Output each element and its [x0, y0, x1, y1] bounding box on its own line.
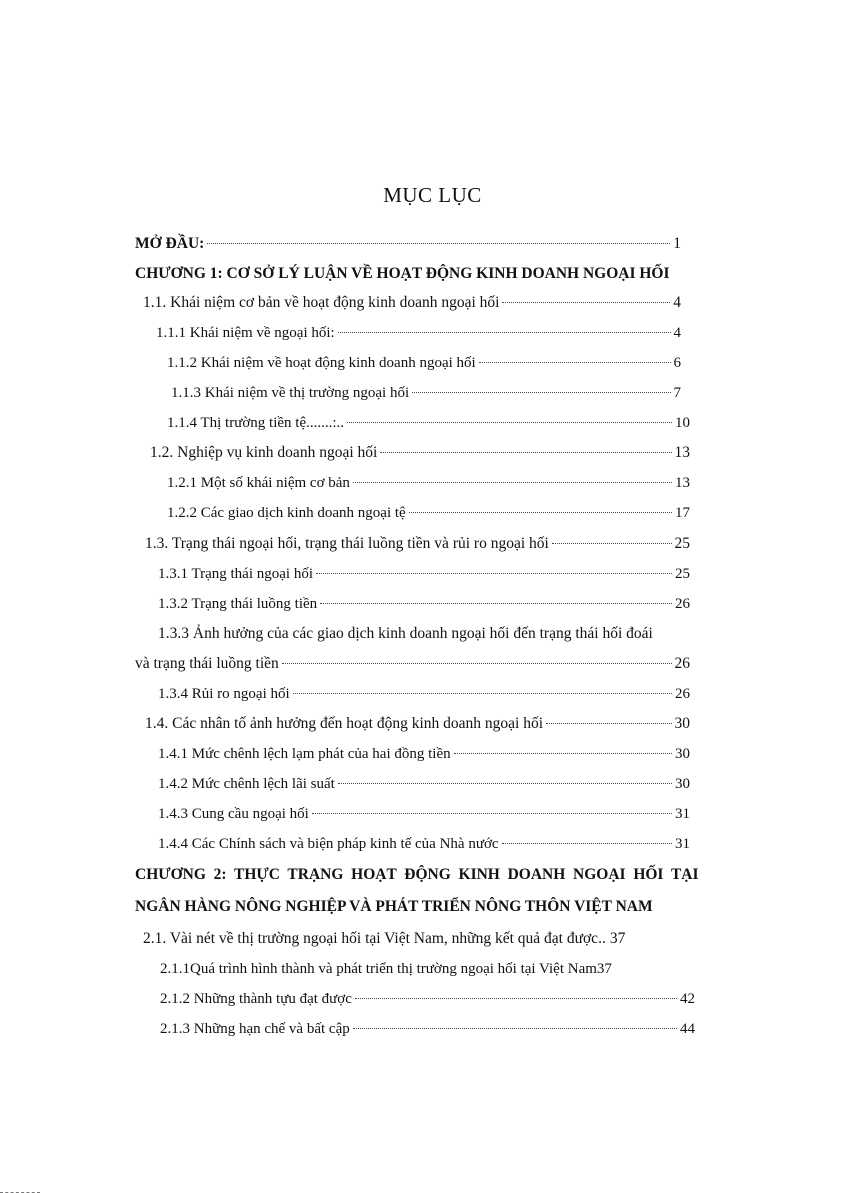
toc-entry-label: 1.4.3 Cung cầu ngoại hối — [158, 806, 309, 822]
toc-entry-1-3-2[interactable] — [158, 589, 690, 619]
toc-entry-1-3-3[interactable]: 1.3.3 Ảnh hưởng của các giao dịch kinh doanh ngoại hối đến trạng thái hối đoái — [158, 625, 653, 642]
toc-entry-page: 31 — [675, 806, 690, 822]
toc-entry-1-1[interactable] — [143, 288, 681, 318]
toc-entry-page: 26 — [675, 686, 690, 702]
toc-entry-1-2-1[interactable] — [167, 468, 690, 498]
page-title: MỤC LỤC — [383, 183, 482, 207]
leader-dots — [353, 1028, 677, 1029]
toc-entry-page: 25 — [675, 566, 690, 582]
toc-entry-2-1-2[interactable] — [160, 984, 695, 1014]
toc-entry-1-3[interactable] — [145, 529, 690, 559]
leader-dots — [338, 332, 671, 333]
leader-dots — [546, 723, 671, 724]
toc-entry-1-2[interactable] — [150, 438, 690, 468]
leader-dots — [380, 452, 671, 453]
toc-entry-page: 31 — [675, 836, 690, 852]
toc-entry-page: 30 — [674, 715, 690, 732]
toc-entry-page: 1 — [673, 235, 681, 252]
leader-dots — [207, 243, 670, 244]
toc-entry-2-1[interactable] — [143, 924, 695, 954]
toc-entry-page: 42 — [680, 991, 695, 1007]
toc-entry-1-4-2[interactable] — [158, 769, 690, 799]
leader-dots — [293, 693, 672, 694]
toc-entry-label: 1.1.3 Khái niệm về thị trường ngoại hối — [171, 385, 410, 401]
toc-entry-page: 30 — [675, 776, 690, 792]
toc-entry-label: 1.1. Khái niệm cơ bản về hoạt động kinh doanh ngoại hối — [143, 294, 500, 311]
toc-entry-1-2-2[interactable] — [167, 498, 690, 528]
leader-dots — [320, 603, 672, 604]
toc-entry-1-3-1[interactable] — [158, 559, 690, 589]
toc-entry-label: 2.1.3 Những hạn chế và bất cập — [160, 1021, 350, 1037]
toc-entry-label: 1.4.4 Các Chính sách và biện pháp kinh tế của Nhà nước — [158, 836, 499, 852]
toc-entry-page: 6 — [673, 355, 681, 371]
toc-entry-page: 10 — [675, 415, 690, 431]
toc-entry-label: 2.1.2 Những thành tựu đạt được — [160, 991, 352, 1007]
toc-entry-page: 37 — [609, 930, 626, 947]
toc-entry-page: 25 — [674, 535, 690, 552]
leader-dots — [412, 392, 670, 393]
toc-entry-1-1-1[interactable] — [156, 318, 681, 348]
chapter-1-heading[interactable]: CHƯƠNG 1: CƠ SỞ LÝ LUẬN VỀ HOẠT ĐỘNG KINH DOANH NGOẠI HỐI — [135, 265, 670, 282]
toc-entry-page: 13 — [675, 475, 690, 491]
toc-entry-page: 17 — [675, 505, 690, 521]
toc-entry-1-1-4[interactable] — [167, 408, 690, 438]
leader-dots — [347, 422, 672, 423]
toc-entry-label: 1.4. Các nhân tố ảnh hưởng đến hoạt động kinh doanh ngoại hối — [145, 715, 544, 732]
toc-entry-1-4-1[interactable] — [158, 739, 690, 769]
toc-entry-page: 4 — [673, 294, 681, 311]
leader-dots — [409, 512, 672, 513]
toc-entry-1-1-3[interactable] — [171, 378, 681, 408]
toc-entry-label: 1.4.1 Mức chênh lệch lạm phát của hai đồng tiền — [158, 746, 451, 762]
leader-dots — [355, 998, 677, 999]
toc-entry-1-4-4[interactable] — [158, 829, 690, 859]
toc-entry-1-3-3-continued[interactable] — [135, 649, 690, 679]
leader-dots — [479, 362, 671, 363]
toc-entry-label: 1.1.2 Khái niệm về hoạt động kinh doanh ngoại hối — [167, 355, 476, 371]
toc-entry-label: 1.2.1 Một số khái niệm cơ bản — [167, 475, 350, 491]
toc-entry-label: 1.1.4 Thị trường tiền tệ.......:.. — [167, 415, 345, 431]
leader-dots — [454, 753, 672, 754]
toc-entry-1-3-4[interactable] — [158, 679, 690, 709]
toc-entry-page: 30 — [675, 746, 690, 762]
toc-entry-1-4[interactable] — [145, 709, 690, 739]
leader-dots — [312, 813, 672, 814]
toc-entry-page: 37 — [596, 961, 612, 977]
leader-dots — [502, 302, 670, 303]
chapter-2-heading[interactable]: CHƯƠNG 2: THỰC TRẠNG HOẠT ĐỘNG KINH DOANH NGOẠI HỐI TẠI — [135, 866, 699, 883]
toc-entry-label: 1.3. Trạng thái ngoại hối, trạng thái luồng tiền và rủi ro ngoại hối — [145, 535, 549, 552]
toc-entry-2-1-3[interactable] — [160, 1014, 695, 1044]
toc-entry-label: và trạng thái luồng tiền — [135, 655, 279, 672]
toc-entry-page: 26 — [674, 655, 690, 672]
toc-entry-label: 1.3.4 Rủi ro ngoại hối — [158, 686, 290, 702]
toc-entry-mo-dau[interactable] — [135, 229, 681, 259]
leader-dots — [338, 783, 672, 784]
toc-entry-label: 1.1.1 Khái niệm về ngoại hối: — [156, 325, 335, 341]
toc-entry-1-1-2[interactable] — [167, 348, 681, 378]
toc-entry-page: 13 — [674, 444, 690, 461]
toc-entry-label: 1.2.2 Các giao dịch kinh doanh ngoại tệ — [167, 505, 406, 521]
toc-entry-label: 2.1.1Quá trình hình thành và phát triển thị trường ngoại hối tại Việt Nam — [160, 961, 597, 977]
leader-dots — [316, 573, 672, 574]
toc-entry-page: 4 — [673, 325, 681, 341]
toc-entry-page: 26 — [675, 596, 690, 612]
toc-entry-2-1-1[interactable] — [160, 954, 720, 984]
leader-dots — [353, 482, 672, 483]
chapter-2-heading-continued[interactable]: NGÂN HÀNG NÔNG NGHIỆP VÀ PHÁT TRIỂN NÔNG THÔN VIỆT NAM — [135, 898, 653, 915]
leader-dots — [552, 543, 672, 544]
toc-entry-label: 1.3.1 Trạng thái ngoại hối — [158, 566, 314, 582]
toc-entry-label: 2.1. Vài nét về thị trường ngoại hối tại Việt Nam, những kết quả đạt được.. — [143, 930, 606, 947]
leader-dots — [502, 843, 672, 844]
toc-entry-label: 1.4.2 Mức chênh lệch lãi suất — [158, 776, 335, 792]
leader-dots — [282, 663, 672, 664]
toc-entry-label: MỞ ĐẦU: — [135, 235, 205, 252]
toc-entry-page: 44 — [680, 1021, 695, 1037]
toc-entry-page: 7 — [673, 385, 681, 401]
toc-entry-label: 1.2. Nghiệp vụ kinh doanh ngoại hối — [150, 444, 378, 461]
toc-entry-1-4-3[interactable] — [158, 799, 690, 829]
toc-entry-label: 1.3.2 Trạng thái luồng tiền — [158, 596, 318, 612]
